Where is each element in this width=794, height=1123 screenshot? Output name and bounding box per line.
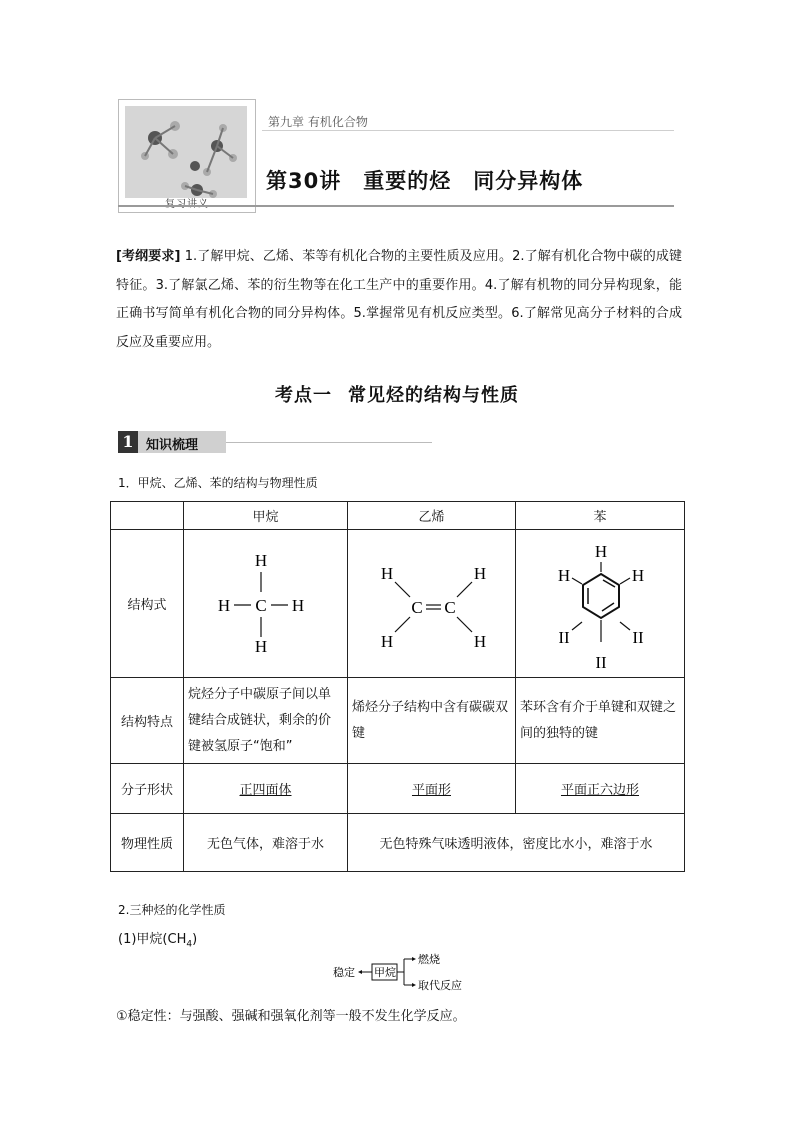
table-header-row (111, 502, 685, 530)
row-label: 结构特点 (111, 678, 184, 764)
table-cell (516, 764, 685, 814)
table-cell (348, 764, 516, 814)
atom-h-ii: II (631, 627, 644, 647)
atom-h: H (254, 550, 267, 570)
row-label: 分子形状 (111, 764, 184, 814)
flow-right-top-label: 燃烧 (418, 953, 440, 966)
table-cell: 无色特殊气味透明液体，密度比水小，难溶于水 (348, 814, 685, 872)
shape-answer: 平面形 (411, 783, 451, 798)
knowledge-box-label: 知识梳理 (146, 438, 199, 453)
table-cell (184, 764, 348, 814)
lecture-title (266, 165, 605, 195)
atom-h-ii: II (594, 652, 607, 672)
table-cell: 无色气体，难溶于水 (184, 814, 348, 872)
stability-text: ①稳定性：与强酸、强碱和强氧化剂等一般不发生化学反应。 (116, 1009, 466, 1024)
header-rule (118, 205, 674, 207)
atom-h-ii: II (557, 627, 570, 647)
methane-heading (118, 928, 197, 950)
requirements-text: 1.了解甲烷、乙烯、苯等有机化合物的主要性质及应用。2.了解有机化合物中碳的成键特征。3.了解氯乙烯、苯的衍生物等在化工生产中的重要作用。4.了解有机物的同分异构现象，能正确书写简单有机化合物的同分异构体。5.掌握常见有机反应类型。6.了解常见高分子材料的合成反应及重要应用。 (116, 249, 682, 350)
table-cell: 烷烃分子中碳原子间以单键结合成链状，剩余的价键被氢原子“饱和” (184, 678, 348, 764)
subsection-2-title: 2.三种烃的化学性质 (118, 903, 226, 917)
table-header-cell (111, 502, 184, 530)
shape-answer: 平面正六边形 (560, 783, 639, 798)
atom-c: C (254, 595, 267, 615)
properties-table (110, 501, 685, 872)
atom-h: H (594, 541, 607, 561)
table-cell: 烯烃分子结构中含有碳碳双键 (348, 678, 516, 764)
methane-structure (184, 530, 348, 678)
methane-heading-text: (1)甲烷(CH (118, 932, 187, 947)
kaodian-title: 常见烃的结构与性质 (348, 385, 519, 406)
atom-h: H (217, 595, 230, 615)
knowledge-divider (226, 442, 432, 443)
knowledge-box (118, 431, 226, 453)
shape-answer: 正四面体 (239, 783, 292, 798)
table-cell: 苯环含有介于单键和双键之间的独特的键 (516, 678, 685, 764)
requirements-label: [考纲要求] (116, 249, 181, 264)
table-header-cell: 苯 (516, 502, 685, 530)
flow-left-label: 稳定 (333, 966, 355, 979)
kaodian-label: 考点一 (275, 385, 332, 406)
table-header-cell: 甲烷 (184, 502, 348, 530)
section-heading (0, 381, 794, 407)
methane-heading-end: ) (192, 932, 198, 947)
lecture-number: 第30讲 (266, 169, 342, 193)
atom-h: H (557, 565, 570, 585)
ethylene-structure (348, 530, 516, 678)
lecture-title-part2: 同分异构体 (473, 169, 584, 193)
row-label: 物理性质 (111, 814, 184, 872)
table-row (111, 814, 685, 872)
molecule-model-image (125, 106, 247, 198)
image-tag (119, 195, 255, 210)
atom-h: H (380, 563, 393, 583)
table-row (111, 678, 685, 764)
atom-c: C (410, 597, 423, 617)
exam-requirements (116, 243, 682, 357)
atom-h: H (473, 563, 486, 583)
atom-h: H (291, 595, 304, 615)
table-row (111, 764, 685, 814)
row-label: 结构式 (111, 530, 184, 678)
table-header-cell: 乙烯 (348, 502, 516, 530)
chapter-illustration (118, 99, 256, 213)
atom-h: H (254, 636, 267, 656)
header-divider (262, 130, 674, 131)
methane-property-diagram (330, 950, 470, 994)
benzene-structure (516, 530, 685, 678)
lecture-title-part1: 重要的烃 (363, 169, 452, 193)
flow-center-label: 甲烷 (374, 966, 396, 979)
flow-right-bottom-label: 取代反应 (418, 979, 462, 992)
atom-c: C (443, 597, 456, 617)
chapter-title: 第九章 有机化合物 (268, 115, 368, 129)
atom-h: H (473, 631, 486, 651)
atom-h: H (380, 631, 393, 651)
atom-h: H (631, 565, 644, 585)
knowledge-box-number: 1 (118, 431, 138, 453)
methane-subscript: 4 (186, 939, 193, 950)
subsection-1-title: 1．甲烷、乙烯、苯的结构与物理性质 (118, 476, 318, 490)
table-row (111, 530, 685, 678)
